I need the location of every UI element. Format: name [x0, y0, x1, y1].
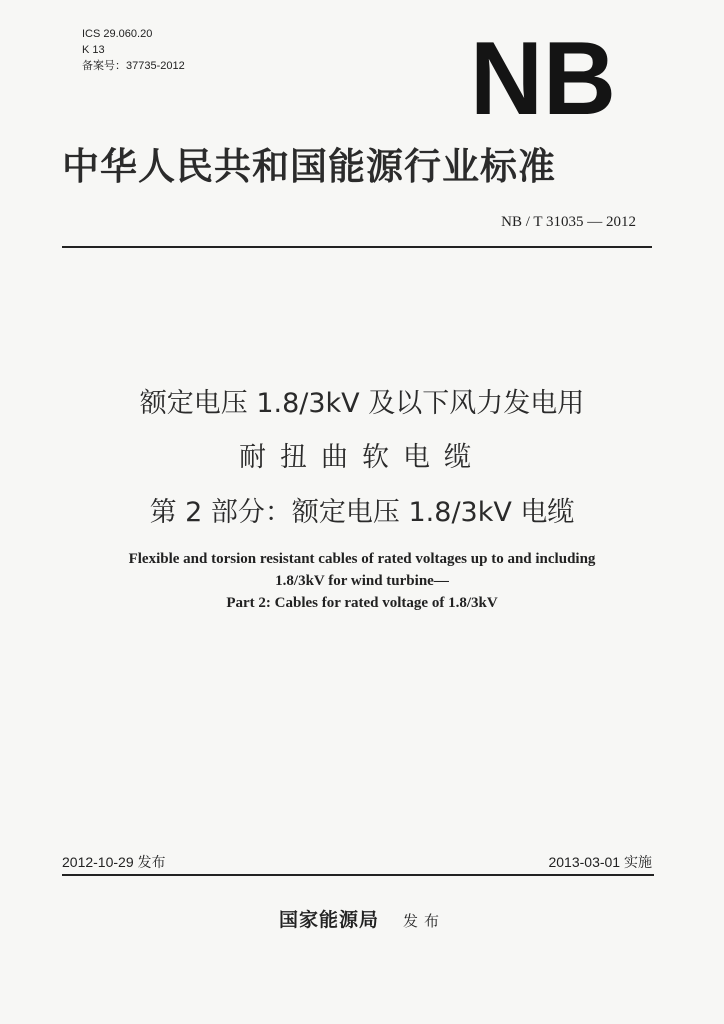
- classification-code: K 13: [82, 44, 105, 56]
- english-title: [0, 548, 724, 614]
- issuer: [0, 905, 724, 932]
- english-title-line-3: Part 2: Cables for rated voltage of 1.8/3kV: [226, 595, 498, 611]
- chinese-title-line-3: 第 2 部分：额定电压 1.8/3kV 电缆: [149, 497, 575, 528]
- english-title-line-1: Flexible and torsion resistant cables of rated voltages up to and including: [128, 551, 596, 567]
- document-metadata: [82, 26, 185, 74]
- english-title-line-2: 1.8/3kV for wind turbine—: [275, 573, 449, 589]
- chinese-title-line-1: 额定电压 1.8/3kV 及以下风力发电用: [139, 388, 585, 419]
- implementation-date: 2013-03-01 实施: [548, 854, 652, 870]
- issuer-action: 发布: [403, 912, 446, 930]
- issuer-name: 国家能源局: [278, 909, 379, 931]
- filing-number: 备案号：37735-2012: [82, 60, 185, 72]
- standard-number: NB / T 31035 — 2012: [501, 214, 636, 230]
- header-divider: [62, 246, 652, 248]
- ics-code: ICS 29.060.20: [82, 28, 153, 40]
- nb-logo-text: NB: [470, 36, 616, 120]
- footer-divider: [62, 874, 654, 876]
- organization-title: 中华人民共和国能源行业标准: [62, 144, 556, 188]
- chinese-title-line-2: 耐扭曲软电缆: [239, 442, 485, 473]
- publication-date: 2012-10-29 发布: [62, 854, 166, 870]
- nb-logo: [468, 36, 618, 120]
